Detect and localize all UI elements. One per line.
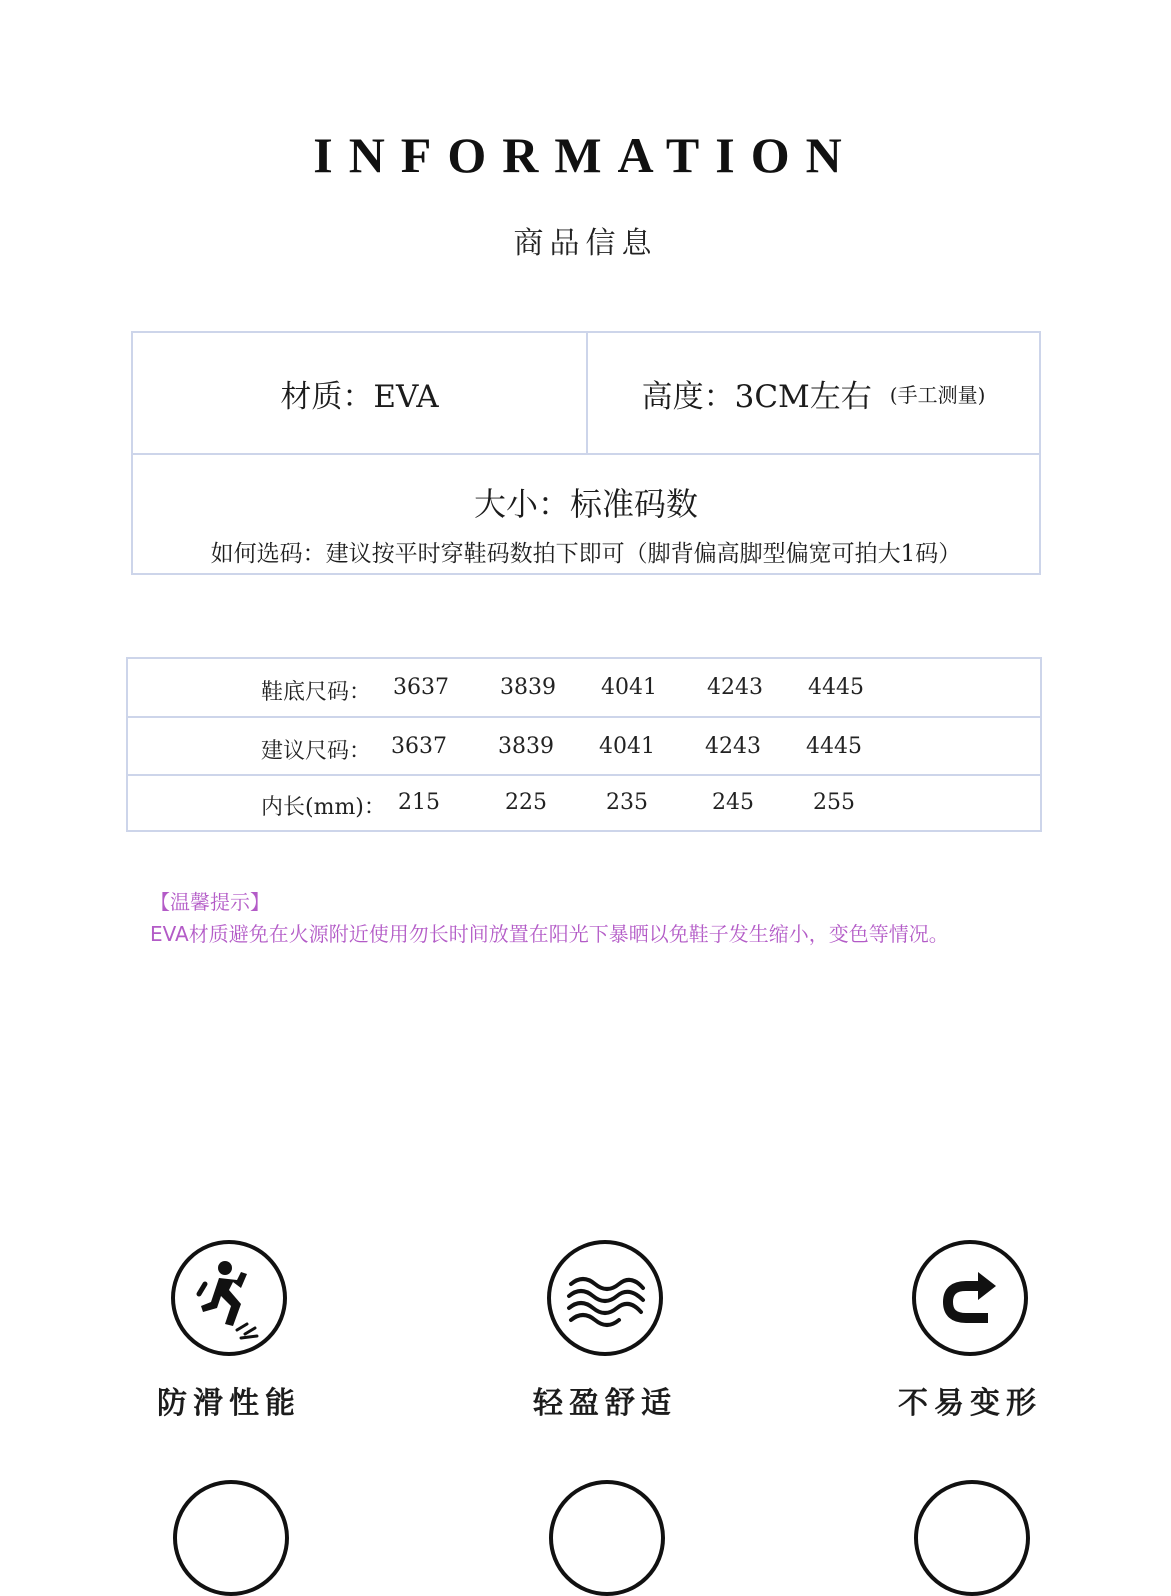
anti-slip-icon [171, 1240, 287, 1356]
table-cell: 4243 [707, 675, 763, 700]
height-text: 高度：3CM左右 [641, 378, 872, 415]
table-cell: 3839 [500, 675, 556, 700]
tip-text: EVA材质避免在火源附近使用勿长时间放置在阳光下暴晒以免鞋子发生缩小，变色等情况。 [150, 922, 949, 946]
height-cell [588, 333, 1039, 453]
row-label: 内长(mm)： [261, 795, 386, 820]
table-cell: 4041 [599, 734, 655, 759]
table-cell: 235 [606, 790, 648, 815]
product-info-box [131, 331, 1041, 575]
page-title: INFORMATION [313, 127, 858, 183]
height-note: (手工测量) [889, 382, 986, 407]
row-label: 鞋底尺码： [261, 680, 372, 705]
table-cell: 255 [813, 790, 855, 815]
table-cell: 4243 [705, 734, 761, 759]
table-cell: 4445 [806, 734, 862, 759]
feature-label: 防滑性能 [157, 1386, 301, 1421]
material-cell [133, 333, 586, 453]
table-row [128, 718, 1040, 776]
size-cell [133, 455, 1039, 573]
size-text: 大小：标准码数 [473, 485, 698, 523]
feature-anti-slip [119, 1240, 339, 1422]
waves-icon [547, 1240, 663, 1356]
feature-icon-partial [549, 1480, 665, 1596]
table-cell: 4041 [601, 675, 657, 700]
feature-icon-partial [173, 1480, 289, 1596]
material-text: 材质：EVA [280, 378, 439, 415]
size-advice: 如何选码：建议按平时穿鞋码数拍下即可（脚背偏高脚型偏宽可拍大1码） [210, 541, 962, 567]
page-subtitle: 商品信息 [513, 226, 658, 261]
table-cell: 225 [505, 790, 547, 815]
rebound-arrow-icon [912, 1240, 1028, 1356]
table-cell: 3637 [391, 734, 447, 759]
table-cell: 215 [398, 790, 440, 815]
table-cell: 3839 [498, 734, 554, 759]
feature-lightweight [495, 1240, 715, 1422]
feature-icon-partial [914, 1480, 1030, 1596]
feature-shape-retention [860, 1240, 1080, 1422]
tip-title: 【温馨提示】 [150, 890, 270, 914]
table-row [128, 659, 1040, 717]
size-table [126, 657, 1042, 832]
table-row [128, 776, 1040, 834]
table-cell: 245 [712, 790, 754, 815]
table-cell: 3637 [393, 675, 449, 700]
table-cell: 4445 [808, 675, 864, 700]
feature-label: 轻盈舒适 [533, 1386, 677, 1421]
row-label: 建议尺码： [261, 739, 372, 764]
feature-label: 不易变形 [898, 1386, 1042, 1421]
